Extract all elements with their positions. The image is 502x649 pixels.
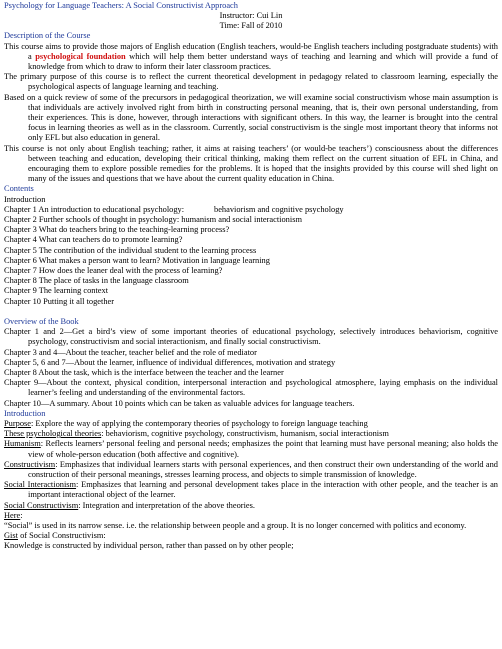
contents-heading: Contents bbox=[4, 184, 34, 194]
gist-text: of Social Constructivism: bbox=[17, 531, 106, 541]
contents-chapter-9: Chapter 9 The learning context bbox=[4, 286, 109, 296]
contents-chapter-7: Chapter 7 How does the leaner deal with the process of learning? bbox=[4, 266, 223, 276]
social-note: “Social” is used in its narrow sense. i.e. the relationship between people and a group. It is no longer concerned with politics and economy. bbox=[4, 520, 467, 530]
theories-label: These psychological theories bbox=[4, 429, 102, 439]
description-paragraph-3: Based on a quick review of some of the precursors in pedagogical theorization, we will examine social constructivism whose main assumption is that individuals are actively involved right from birth in constructing personal meaning, that is, their own personal understanding, from their experiences. This is done, however, through interactions with significant others. In this way, the learner is brought into the central focus in learning theories as well as in the classroom. Currently, social constructivism is the single most important theory that informs not only EFL but also education in general. bbox=[4, 92, 498, 143]
overview-item-2: Chapter 3 and 4—About the teacher, teacher belief and the role of mediator bbox=[4, 347, 257, 357]
overview-item-1: Chapter 1 and 2—Get a bird’s view of some important theories of educational psychology, selectively introduces behaviorism, cognitive psychology, constructivism and social interactionism, and finally social constructivism. bbox=[4, 327, 498, 347]
gist-label: Gist bbox=[4, 531, 18, 541]
social-interactionism-text: : Emphasizes that learning and personal development takes place in the interaction with other people, and the teacher is an important interactional object of the learner. bbox=[28, 480, 498, 500]
purpose-text: : Explore the way of applying the contemporary theories of psychology to foreign language teaching bbox=[31, 418, 368, 428]
here-line bbox=[4, 511, 498, 521]
description-paragraph-1 bbox=[4, 42, 498, 73]
overview-item-4: Chapter 8 About the task, which is the interface between the teacher and the learner bbox=[4, 367, 284, 377]
humanism-text: : Reflects learners’ personal feeling and personal needs; emphasizes the point that learning must have personal meaning; also holds the view of whole-person education (both affective and cognitive). bbox=[28, 439, 498, 459]
overview-item-5: Chapter 9—About the context, physical condition, interpersonal interaction and psychological atmosphere, laying emphasis on the individual learner’s feeling and understanding of the environmental factors. bbox=[4, 378, 498, 398]
introduction-heading: Introduction bbox=[4, 408, 46, 418]
contents-chapter-4: Chapter 4 What can teachers do to promote learning? bbox=[4, 235, 183, 245]
description-paragraph-4: This course is not only about English teaching; rather, it aims at raising teachers’ (or would-be teachers’) consciousness about the differences between teaching and education, developing their critical thinking, making them reflect on the current situation of EFL in China, and encouraging them to explore possible remedies for the problems. It is hoped that the insights provided by this course will shed light on many of the issues and questions that we have about the current quality education in China. bbox=[4, 143, 498, 184]
contents-chapter-10: Chapter 10 Putting it all together bbox=[4, 296, 115, 306]
theories-line bbox=[4, 429, 498, 439]
overview-item-6: Chapter 10—A summary. About 10 points which can be taken as valuable advices for language teachers. bbox=[4, 398, 355, 408]
constructivism-line bbox=[4, 460, 498, 480]
description-heading: Description of the Course bbox=[4, 31, 91, 41]
humanism-line bbox=[4, 439, 498, 459]
section-gap bbox=[4, 307, 498, 317]
here-colon: : bbox=[20, 510, 23, 520]
chapter-1-subtitle: behaviorism and cognitive psychology bbox=[214, 204, 344, 214]
course-title: Psychology for Language Teachers: A Social Constructivist Approach bbox=[4, 1, 238, 10]
humanism-label: Humanism bbox=[4, 439, 41, 449]
purpose-line bbox=[4, 419, 498, 429]
description-p1-text: This course aims to provide those majors of English education (English teachers, would-be English teachers including postgraduate students) with a bbox=[4, 41, 498, 61]
contents-introduction: Introduction bbox=[4, 194, 46, 204]
contents-chapter-1 bbox=[4, 205, 498, 215]
here-label: Here bbox=[4, 510, 21, 520]
purpose-label: Purpose bbox=[4, 418, 31, 428]
social-interactionism-label: Social Interactionism bbox=[4, 480, 77, 490]
overview-heading: Overview of the Book bbox=[4, 316, 79, 326]
constructivism-text: : Emphasizes that individual learners starts with personal experiences, and then construct their own understanding of the world and construction of their personal meanings, stresses learning process, and objects to simple transmission of knowledge. bbox=[28, 459, 498, 479]
social-constructivism-line bbox=[4, 501, 498, 511]
social-interactionism-line bbox=[4, 480, 498, 500]
description-p1-text-end: which will help them better understand ways of teaching and learning and which will provide a fund of knowledge from which to draw to inform their later classroom practices. bbox=[28, 51, 499, 72]
course-title-row bbox=[4, 1, 498, 11]
time-line: Time: Fall of 2010 bbox=[219, 21, 283, 31]
contents-chapter-6: Chapter 6 What makes a person want to learn? Motivation in language learning bbox=[4, 255, 270, 265]
contents-chapter-3: Chapter 3 What do teachers bring to the teaching-learning process? bbox=[4, 225, 230, 235]
gist-statement: Knowledge is constructed by individual person, rather than passed on by other people; bbox=[4, 541, 294, 551]
chapter-1-title: Chapter 1 An introduction to educational psychology: bbox=[4, 204, 185, 214]
gist-line bbox=[4, 531, 498, 541]
theories-text: : behaviorism, cognitive psychology, constructivism, humanism, social interactionism bbox=[101, 429, 389, 439]
contents-chapter-2: Chapter 2 Further schools of thought in psychology: humanism and social interactionism bbox=[4, 215, 302, 225]
psychological-foundation-highlight: psychological foundation bbox=[35, 51, 126, 61]
contents-chapter-8: Chapter 8 The place of tasks in the language classroom bbox=[4, 276, 189, 286]
instructor-line: Instructor: Cui Lin bbox=[219, 11, 283, 20]
overview-item-3: Chapter 5, 6 and 7—About the learner, influence of individual differences, motivation and strategy bbox=[4, 357, 336, 367]
contents-chapter-5: Chapter 5 The contribution of the individual student to the learning process bbox=[4, 245, 257, 255]
social-constructivism-text: : Integration and interpretation of the above theories. bbox=[78, 500, 255, 510]
social-constructivism-label: Social Constructivism bbox=[4, 500, 79, 510]
description-paragraph-2: The primary purpose of this course is to reflect the current theoretical development in pedagogy related to classroom learning, especially the psychological aspects of language learning and teaching. bbox=[4, 72, 498, 92]
constructivism-label: Constructivism bbox=[4, 459, 56, 469]
